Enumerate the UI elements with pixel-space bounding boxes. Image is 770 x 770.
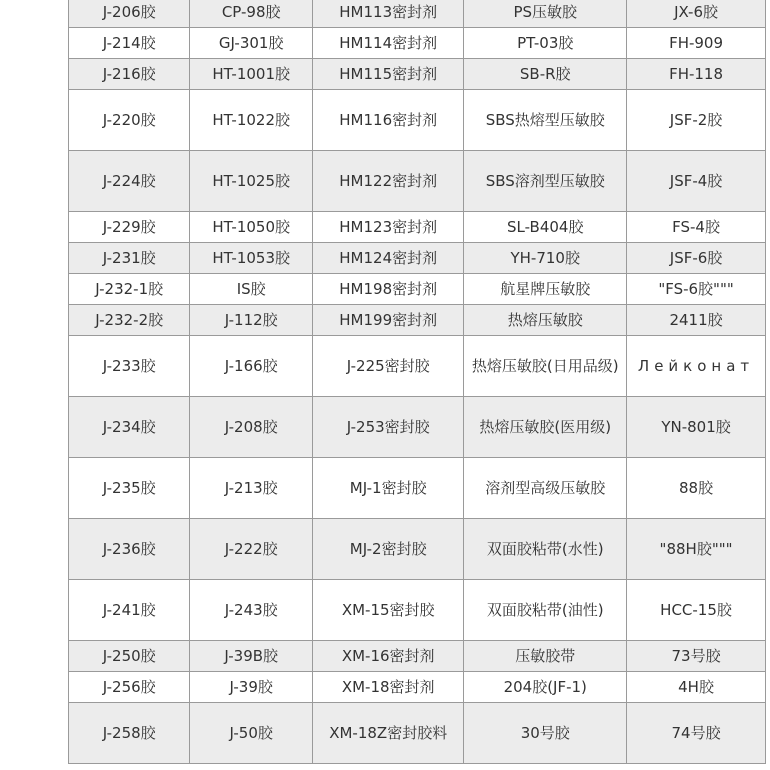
table-cell-col-1 — [69, 703, 190, 764]
cell-text: 74号胶 — [671, 724, 721, 742]
table-row — [69, 703, 766, 764]
table-cell-col-3 — [313, 151, 464, 212]
table-cell-col-4 — [464, 59, 627, 90]
cell-text: MJ-2密封胶 — [349, 540, 427, 558]
table-cell-col-2 — [190, 703, 313, 764]
table-cell-col-3 — [313, 519, 464, 580]
cell-text: J-213胶 — [224, 479, 278, 497]
table-row — [69, 28, 766, 59]
cell-text: JSF-2胶 — [669, 111, 723, 129]
table-row — [69, 672, 766, 703]
table-cell-col-4 — [464, 151, 627, 212]
cell-text: J-235胶 — [102, 479, 156, 497]
cell-text: YN-801胶 — [661, 418, 731, 436]
table-cell-col-2 — [190, 59, 313, 90]
table-cell-col-1 — [69, 59, 190, 90]
table-cell-col-2 — [190, 397, 313, 458]
cell-text: J-232-2胶 — [95, 311, 164, 329]
cell-text: J-258胶 — [102, 724, 156, 742]
cell-text: 溶剂型高级压敏胶 — [485, 479, 606, 497]
table-cell-col-5 — [627, 59, 766, 90]
table-cell-col-4 — [464, 336, 627, 397]
cell-text: HM115密封剂 — [339, 65, 438, 83]
cell-text: 4H胶 — [678, 678, 714, 696]
table-cell-col-2 — [190, 641, 313, 672]
cell-text: J-225密封胶 — [346, 357, 430, 375]
cell-text: HT-1022胶 — [212, 111, 291, 129]
table-cell-col-5 — [627, 0, 766, 28]
table-cell-col-3 — [313, 305, 464, 336]
cell-text: SL-B404胶 — [507, 218, 584, 236]
cell-text: JSF-4胶 — [669, 172, 723, 190]
table-cell-col-1 — [69, 212, 190, 243]
table-row — [69, 641, 766, 672]
cell-text: XM-15密封胶 — [341, 601, 435, 619]
cell-text: HCC-15胶 — [660, 601, 732, 619]
table-cell-col-4 — [464, 212, 627, 243]
cell-text: 热熔压敏胶(医用级) — [479, 418, 612, 436]
table-cell-col-4 — [464, 519, 627, 580]
cell-text: FS-4胶 — [672, 218, 720, 236]
cell-text: HM123密封剂 — [339, 218, 438, 236]
table-cell-col-3 — [313, 458, 464, 519]
table-cell-col-4 — [464, 305, 627, 336]
cell-text: HT-1001胶 — [212, 65, 291, 83]
table-cell-col-5 — [627, 336, 766, 397]
table-row — [69, 305, 766, 336]
table-cell-col-4 — [464, 397, 627, 458]
table-cell-col-2 — [190, 458, 313, 519]
adhesive-table-container — [68, 0, 766, 764]
table-cell-col-1 — [69, 458, 190, 519]
table-cell-col-4 — [464, 672, 627, 703]
cell-text: 热熔压敏胶(日用品级) — [471, 357, 619, 375]
table-row — [69, 397, 766, 458]
cell-text: "88H胶""" — [659, 540, 733, 558]
table-cell-col-5 — [627, 397, 766, 458]
table-cell-col-1 — [69, 243, 190, 274]
cell-text: SBS溶剂型压敏胶 — [485, 172, 605, 190]
cell-text: JSF-6胶 — [669, 249, 723, 267]
table-cell-col-1 — [69, 305, 190, 336]
table-cell-col-2 — [190, 305, 313, 336]
cell-text: J-166胶 — [224, 357, 278, 375]
cell-text: 30号胶 — [520, 724, 570, 742]
table-cell-col-1 — [69, 274, 190, 305]
table-cell-col-3 — [313, 274, 464, 305]
table-row — [69, 0, 766, 28]
cell-text: J-234胶 — [102, 418, 156, 436]
table-row — [69, 580, 766, 641]
table-cell-col-5 — [627, 28, 766, 59]
table-body — [69, 0, 766, 764]
table-cell-col-3 — [313, 90, 464, 151]
cell-text: J-233胶 — [102, 357, 156, 375]
table-cell-col-1 — [69, 641, 190, 672]
cell-text: YH-710胶 — [510, 249, 580, 267]
cell-text: Лейконат — [637, 357, 755, 375]
cell-text: PT-03胶 — [517, 34, 574, 52]
table-row — [69, 274, 766, 305]
cell-text: 73号胶 — [671, 647, 721, 665]
table-cell-col-3 — [313, 243, 464, 274]
cell-text: J-241胶 — [102, 601, 156, 619]
cell-text: HT-1053胶 — [212, 249, 291, 267]
table-cell-col-1 — [69, 90, 190, 151]
cell-text: J-216胶 — [102, 65, 156, 83]
cell-text: XM-18密封剂 — [341, 678, 435, 696]
table-cell-col-5 — [627, 672, 766, 703]
cell-text: J-39B胶 — [224, 647, 279, 665]
cell-text: J-39胶 — [229, 678, 273, 696]
cell-text: HM199密封剂 — [339, 311, 438, 329]
table-cell-col-3 — [313, 641, 464, 672]
cell-text: XM-16密封剂 — [341, 647, 435, 665]
cell-text: J-243胶 — [224, 601, 278, 619]
table-cell-col-4 — [464, 274, 627, 305]
table-cell-col-2 — [190, 274, 313, 305]
table-cell-col-5 — [627, 641, 766, 672]
cell-text: 航星牌压敏胶 — [500, 280, 591, 298]
table-cell-col-2 — [190, 90, 313, 151]
cell-text: MJ-1密封胶 — [349, 479, 427, 497]
table-cell-col-2 — [190, 0, 313, 28]
cell-text: CP-98胶 — [221, 3, 281, 21]
cell-text: FH-118 — [669, 65, 724, 83]
cell-text: HT-1050胶 — [212, 218, 291, 236]
table-cell-col-2 — [190, 580, 313, 641]
table-cell-col-5 — [627, 519, 766, 580]
table-cell-col-4 — [464, 580, 627, 641]
cell-text: HM124密封剂 — [339, 249, 438, 267]
cell-text: J-214胶 — [102, 34, 156, 52]
table-cell-col-1 — [69, 580, 190, 641]
table-cell-col-5 — [627, 305, 766, 336]
cell-text: "FS-6胶""" — [658, 280, 734, 298]
cell-text: IS胶 — [236, 280, 266, 298]
table-cell-col-3 — [313, 580, 464, 641]
table-cell-col-1 — [69, 336, 190, 397]
cell-text: SBS热熔型压敏胶 — [485, 111, 605, 129]
table-row — [69, 458, 766, 519]
table-cell-col-1 — [69, 28, 190, 59]
cell-text: HM198密封剂 — [339, 280, 438, 298]
table-cell-col-4 — [464, 243, 627, 274]
table-row — [69, 519, 766, 580]
table-cell-col-4 — [464, 90, 627, 151]
cell-text: J-112胶 — [224, 311, 278, 329]
table-row — [69, 90, 766, 151]
cell-text: XM-18Z密封胶料 — [329, 724, 448, 742]
cell-text: GJ-301胶 — [218, 34, 284, 52]
table-cell-col-3 — [313, 28, 464, 59]
cell-text: 204胶(JF-1) — [503, 678, 587, 696]
cell-text: J-224胶 — [102, 172, 156, 190]
cell-text: HM116密封剂 — [339, 111, 438, 129]
table-cell-col-2 — [190, 243, 313, 274]
cell-text: HT-1025胶 — [212, 172, 291, 190]
cell-text: J-256胶 — [102, 678, 156, 696]
table-cell-col-5 — [627, 458, 766, 519]
table-cell-col-5 — [627, 243, 766, 274]
cell-text: 88胶 — [678, 479, 714, 497]
table-cell-col-2 — [190, 336, 313, 397]
table-row — [69, 243, 766, 274]
table-cell-col-2 — [190, 519, 313, 580]
cell-text: 热熔压敏胶 — [507, 311, 583, 329]
table-cell-col-3 — [313, 59, 464, 90]
cell-text: J-222胶 — [224, 540, 278, 558]
table-cell-col-1 — [69, 397, 190, 458]
table-cell-col-4 — [464, 641, 627, 672]
cell-text: J-206胶 — [102, 3, 156, 21]
table-row — [69, 212, 766, 243]
table-cell-col-1 — [69, 151, 190, 212]
adhesive-product-table — [68, 0, 766, 764]
table-row — [69, 336, 766, 397]
cell-text: J-250胶 — [102, 647, 156, 665]
table-cell-col-3 — [313, 212, 464, 243]
table-cell-col-4 — [464, 703, 627, 764]
table-cell-col-3 — [313, 672, 464, 703]
table-cell-col-2 — [190, 28, 313, 59]
cell-text: J-232-1胶 — [95, 280, 164, 298]
table-cell-col-3 — [313, 703, 464, 764]
table-cell-col-2 — [190, 212, 313, 243]
table-cell-col-3 — [313, 397, 464, 458]
cell-text: J-236胶 — [102, 540, 156, 558]
cell-text: 双面胶粘带(油性) — [486, 601, 604, 619]
cell-text: J-229胶 — [102, 218, 156, 236]
cell-text: 2411胶 — [669, 311, 723, 329]
cell-text: J-253密封胶 — [346, 418, 430, 436]
cell-text: PS压敏胶 — [513, 3, 578, 21]
cell-text: JX-6胶 — [674, 3, 718, 21]
cell-text: SB-R胶 — [519, 65, 571, 83]
table-cell-col-1 — [69, 672, 190, 703]
cell-text: J-231胶 — [102, 249, 156, 267]
table-cell-col-2 — [190, 672, 313, 703]
cell-text: J-208胶 — [224, 418, 278, 436]
cell-text: 压敏胶带 — [515, 647, 576, 665]
cell-text: HM122密封剂 — [339, 172, 438, 190]
table-cell-col-4 — [464, 0, 627, 28]
table-cell-col-5 — [627, 151, 766, 212]
table-cell-col-5 — [627, 90, 766, 151]
cell-text: J-50胶 — [229, 724, 273, 742]
table-cell-col-3 — [313, 0, 464, 28]
table-cell-col-2 — [190, 151, 313, 212]
table-cell-col-4 — [464, 458, 627, 519]
cell-text: HM113密封剂 — [339, 3, 438, 21]
table-row — [69, 151, 766, 212]
table-cell-col-5 — [627, 703, 766, 764]
table-cell-col-1 — [69, 519, 190, 580]
table-cell-col-3 — [313, 336, 464, 397]
table-cell-col-5 — [627, 212, 766, 243]
cell-text: 双面胶粘带(水性) — [486, 540, 604, 558]
cell-text: J-220胶 — [102, 111, 156, 129]
table-cell-col-4 — [464, 28, 627, 59]
table-row — [69, 59, 766, 90]
cell-text: FH-909 — [669, 34, 724, 52]
table-cell-col-1 — [69, 0, 190, 28]
cell-text: HM114密封剂 — [339, 34, 438, 52]
table-cell-col-5 — [627, 274, 766, 305]
table-cell-col-5 — [627, 580, 766, 641]
